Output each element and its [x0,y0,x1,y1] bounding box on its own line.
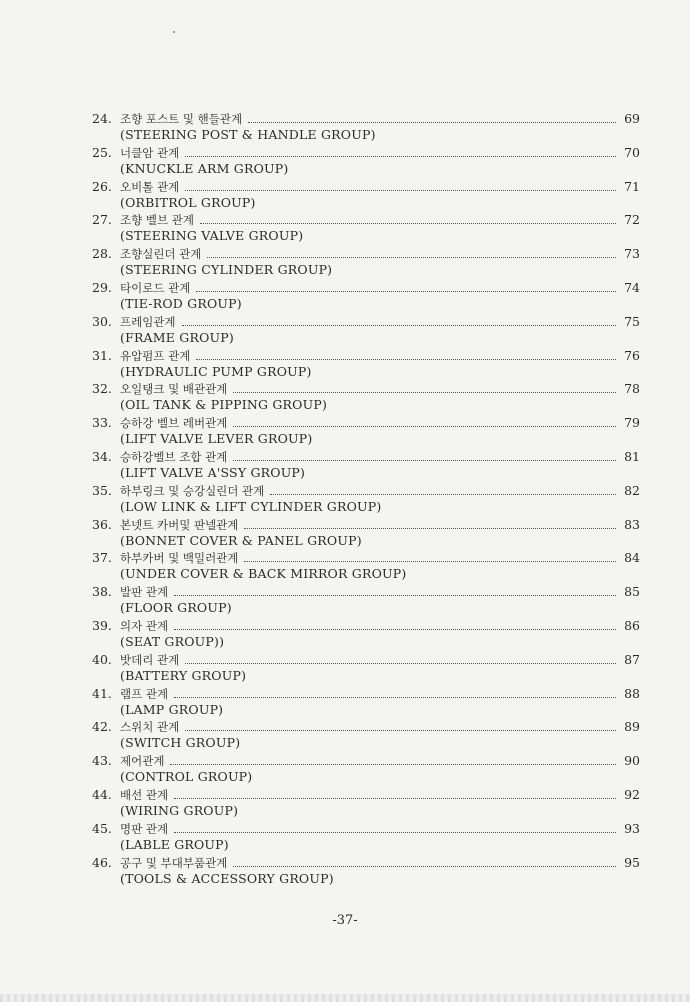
toc-entry-page: 79 [624,415,640,431]
toc-entry-number: 27. [92,212,112,228]
toc-entry-english-title: (STEERING VALVE GROUP) [120,228,304,244]
toc-entry-english-title: (UNDER COVER & BACK MIRROR GROUP) [120,566,407,582]
toc-entry-heading [92,685,640,702]
toc-entry [92,549,640,583]
toc-entry-english-title: (BATTERY GROUP) [120,667,247,683]
toc-entry-page: 82 [624,482,640,498]
toc-entry [92,617,640,651]
toc-dot-leader [196,359,616,360]
toc-entry-english-title: (TOOLS & ACCESSORY GROUP) [120,870,334,886]
toc-entry-korean-title: 제어관계 [120,754,165,769]
toc-entry [92,854,640,888]
toc-entry [92,110,640,144]
toc-entry-heading [92,820,640,837]
toc-entry-english-title: (STEERING CYLINDER GROUP) [120,262,333,278]
toc-entry [92,516,640,550]
toc-dot-leader [233,392,616,393]
toc-entry-number: 33. [92,415,112,431]
toc-entry-page: 92 [624,786,640,802]
toc-entry-number: 26. [92,178,112,194]
toc-entry-page: 93 [624,820,640,836]
toc-entry-english-title: (STEERING POST & HANDLE GROUP) [120,127,376,142]
toc-entry-page: 78 [624,381,640,397]
toc-entry-english-title: (ORBITROL GROUP) [120,194,256,210]
toc-entry [92,583,640,617]
toc-entry-korean-title: 프레임관계 [120,314,176,329]
toc-entry-page: 95 [624,854,640,870]
toc-entry-heading [92,516,640,533]
toc-entry-english-title: (KNUCKLE ARM GROUP) [120,160,289,176]
toc-entry-page: 85 [624,584,640,600]
toc-entry-korean-title: 타이로드 관계 [120,280,191,295]
toc-entry-page: 88 [624,685,640,701]
toc-entry-heading [92,718,640,735]
toc-entry-english-title: (SEAT GROUP)) [120,633,225,649]
toc-entry-korean-title: 의자 관계 [120,618,169,633]
toc-entry [92,448,640,482]
toc-entry [92,414,640,448]
toc-entry [92,313,640,347]
toc-entry-english-title: (BONNET COVER & PANEL GROUP) [120,532,362,548]
toc-entry-english-title: (HYDRAULIC PUMP GROUP) [120,363,312,379]
table-of-contents [92,110,640,887]
toc-entry-page: 76 [624,347,640,363]
toc-entry [92,651,640,685]
toc-entry-korean-title: 오일탱크 및 배관관계 [120,382,228,397]
toc-dot-leader [174,595,616,596]
toc-entry [92,380,640,414]
toc-dot-leader [248,122,616,123]
toc-entry-korean-title: 유압펌프 관계 [120,348,191,363]
toc-entry-number: 35. [92,482,112,498]
toc-entry-number: 46. [92,854,112,870]
toc-entry-korean-title: 공구 및 부대부품관계 [120,855,228,870]
toc-entry-heading [92,144,640,161]
toc-entry-korean-title: 하부링크 및 승강실린더 관계 [120,483,265,498]
toc-entry-heading [92,583,640,600]
toc-entry-korean-title: 램프 관계 [120,686,169,701]
toc-entry-english-title: (TIE-ROD GROUP) [120,295,242,311]
toc-entry-number: 38. [92,584,112,600]
toc-entry-korean-title: 하부카버 및 백밀러관계 [120,551,239,566]
toc-dot-leader [174,697,616,698]
toc-entry-heading [92,347,640,364]
toc-entry-heading [92,854,640,871]
toc-entry-page: 70 [624,144,640,160]
toc-entry-korean-title: 승하강 벨브 레버관계 [120,416,228,431]
toc-entry-korean-title: 승하강벨브 조합 관계 [120,449,228,464]
toc-entry [92,347,640,381]
toc-entry-heading [92,110,640,127]
toc-entry-heading [92,414,640,431]
toc-entry [92,718,640,752]
toc-entry-page: 73 [624,246,640,262]
scan-artifact-edge [0,994,690,1002]
toc-dot-leader [174,798,616,799]
toc-entry-number: 36. [92,516,112,532]
toc-entry-english-title: (FLOOR GROUP) [120,600,232,616]
toc-entry-english-title: (LIFT VALVE A'SSY GROUP) [120,464,306,480]
toc-entry-korean-title: 조향 포스트 및 핸들관계 [120,112,243,126]
toc-entry-number: 24. [92,111,112,126]
toc-entry-page: 90 [624,753,640,769]
toc-entry-page: 86 [624,617,640,633]
toc-entry-korean-title: 본넷트 카버및 판넬관계 [120,517,239,532]
toc-entry-english-title: (WIRING GROUP) [120,802,239,818]
toc-dot-leader [244,528,616,529]
toc-entry-number: 25. [92,144,112,160]
toc-entry-number: 28. [92,246,112,262]
toc-entry-korean-title: 조향실린더 관계 [120,247,202,262]
toc-entry-number: 29. [92,279,112,295]
toc-entry-korean-title: 오비톨 관계 [120,179,180,194]
toc-entry-number: 31. [92,347,112,363]
toc-entry-english-title: (OIL TANK & PIPPING GROUP) [120,397,328,413]
toc-entry-korean-title: 스위치 관계 [120,720,180,735]
toc-dot-leader [185,663,616,664]
toc-entry-page: 87 [624,651,640,667]
toc-entry [92,178,640,212]
toc-entry [92,211,640,245]
toc-entry-page: 74 [624,279,640,295]
toc-entry [92,279,640,313]
toc-entry-page: 72 [624,212,640,228]
toc-dot-leader [170,764,616,765]
toc-entry-page: 81 [624,448,640,464]
toc-entry-heading [92,549,640,566]
toc-entry-page: 83 [624,516,640,532]
toc-entry [92,144,640,178]
toc-entry-heading [92,245,640,262]
toc-dot-leader [196,291,616,292]
toc-dot-leader [233,460,616,461]
toc-dot-leader [185,730,616,731]
toc-dot-leader [182,325,616,326]
toc-entry-number: 34. [92,448,112,464]
toc-entry-korean-title: 배선 관계 [120,787,169,802]
toc-entry-heading [92,178,640,195]
toc-entry [92,786,640,820]
toc-entry-number: 32. [92,381,112,397]
toc-dot-leader [185,156,616,157]
page-number: -37- [332,913,358,928]
toc-entry-heading [92,380,640,397]
toc-entry-korean-title: 밧데리 관계 [120,652,180,667]
toc-dot-leader [185,190,616,191]
toc-dot-leader [233,426,616,427]
toc-entry-english-title: (LAMP GROUP) [120,701,224,717]
toc-entry-english-title: (LOW LINK & LIFT CYLINDER GROUP) [120,498,382,514]
toc-entry-page: 84 [624,550,640,566]
toc-entry-page: 89 [624,719,640,735]
toc-dot-leader [244,561,616,562]
toc-entry-number: 43. [92,753,112,769]
toc-entry-korean-title: 명판 관계 [120,821,169,836]
toc-entry-number: 37. [92,550,112,566]
toc-entry-number: 30. [92,313,112,329]
toc-entry-number: 40. [92,651,112,667]
toc-entry-english-title: (SWITCH GROUP) [120,735,241,751]
toc-entry-heading [92,482,640,499]
toc-entry-korean-title: 발판 관계 [120,585,169,600]
toc-entry-heading [92,752,640,769]
toc-dot-leader [207,257,616,258]
toc-entry [92,820,640,854]
toc-entry-heading [92,211,640,228]
toc-entry-heading [92,786,640,803]
toc-entry-heading [92,448,640,465]
toc-entry [92,482,640,516]
toc-dot-leader [200,223,616,224]
toc-entry-heading [92,651,640,668]
toc-dot-leader [174,629,616,630]
toc-dot-leader [174,832,616,833]
toc-entry-korean-title: 조향 벨브 관계 [120,213,194,228]
toc-entry-english-title: (FRAME GROUP) [120,329,234,345]
scan-speck [173,31,175,33]
toc-dot-leader [270,494,616,495]
toc-entry-number: 42. [92,719,112,735]
toc-entry-number: 41. [92,685,112,701]
toc-entry [92,752,640,786]
toc-entry-number: 45. [92,820,112,836]
toc-entry [92,245,640,279]
toc-entry-korean-title: 너클암 관계 [120,145,180,160]
toc-entry-page: 75 [624,313,640,329]
toc-entry-page: 69 [624,111,640,126]
toc-entry-heading [92,313,640,330]
toc-entry-heading [92,279,640,296]
toc-entry-heading [92,617,640,634]
toc-entry-number: 39. [92,617,112,633]
toc-entry-page: 71 [624,178,640,194]
toc-dot-leader [233,866,616,867]
toc-entry-english-title: (CONTROL GROUP) [120,769,253,785]
toc-entry [92,685,640,719]
toc-entry-english-title: (LABLE GROUP) [120,836,229,852]
toc-entry-english-title: (LIFT VALVE LEVER GROUP) [120,431,313,447]
toc-entry-number: 44. [92,786,112,802]
